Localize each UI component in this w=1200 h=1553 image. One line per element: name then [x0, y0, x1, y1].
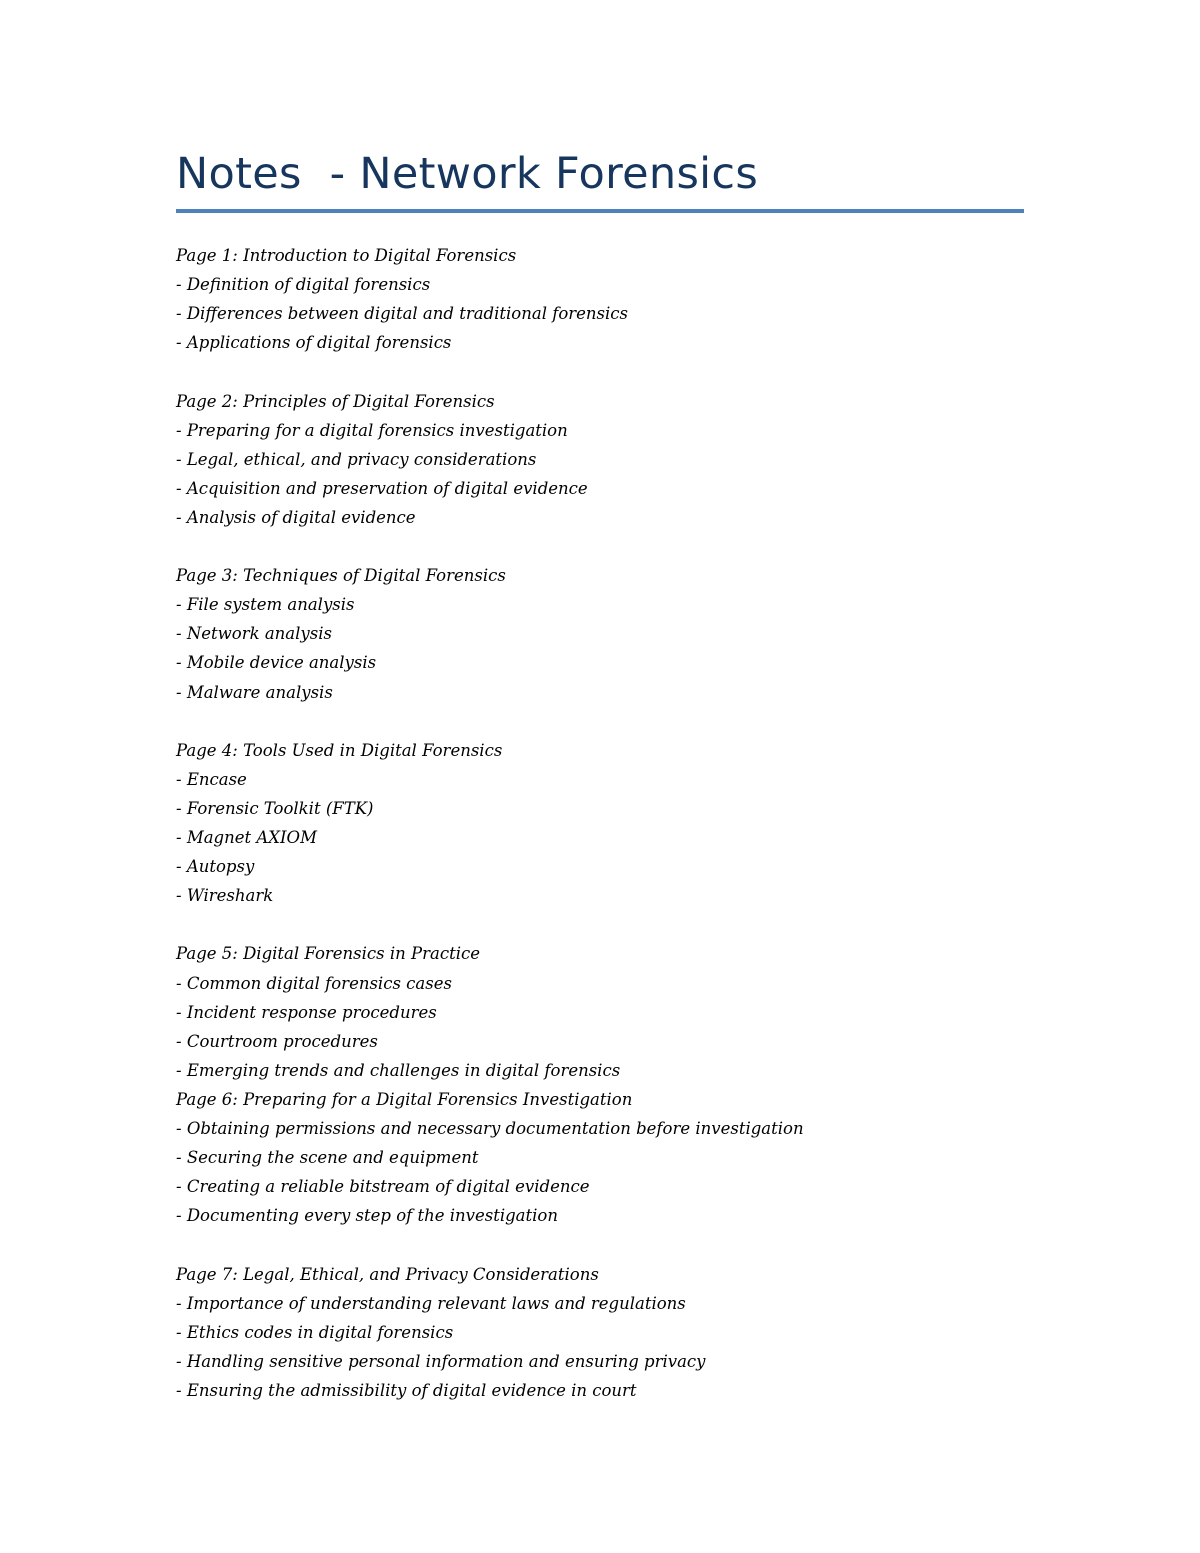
list-item: - Forensic Toolkit (FTK) — [176, 798, 374, 818]
section-heading: Page 4: Tools Used in Digital Forensics — [176, 740, 503, 760]
list-item: - Autopsy — [176, 857, 255, 877]
section-heading: Page 3: Techniques of Digital Forensics — [176, 566, 506, 586]
list-item: - Network analysis — [176, 624, 332, 644]
list-item: - Courtroom procedures — [176, 1031, 378, 1051]
section-heading: Page 1: Introduction to Digital Forensics — [176, 246, 517, 265]
list-item: - Mobile device analysis — [176, 653, 377, 673]
list-item: - Obtaining permissions and necessary documentation before investigation — [176, 1119, 804, 1138]
list-item: - Ethics codes in digital forensics — [176, 1322, 454, 1342]
list-item: - Incident response procedures — [176, 1002, 437, 1022]
list-item: - File system analysis — [176, 595, 355, 615]
section-heading: Page 5: Digital Forensics in Practice — [176, 944, 480, 964]
list-item: - Handling sensitive personal information and ensuring privacy — [176, 1351, 706, 1371]
list-item: - Magnet AXIOM — [176, 828, 317, 847]
list-item: - Emerging trends and challenges in digital forensics — [176, 1060, 621, 1080]
list-item: - Applications of digital forensics — [176, 333, 452, 353]
list-item: - Acquisition and preservation of digital evidence — [176, 478, 588, 498]
list-item: - Analysis of digital evidence — [176, 507, 416, 527]
list-item: - Encase — [176, 769, 247, 789]
list-item: - Wireshark — [176, 886, 274, 906]
list-item: - Documenting every step of the investigation — [176, 1206, 558, 1226]
list-item: - Definition of digital forensics — [176, 275, 431, 295]
section-heading: Page 7: Legal, Ethical, and Privacy Considerations — [176, 1264, 599, 1284]
list-item: - Preparing for a digital forensics investigation — [176, 420, 568, 440]
list-item: - Importance of understanding relevant laws and regulations — [176, 1293, 686, 1313]
list-item: - Malware analysis — [176, 682, 333, 702]
list-item: - Common digital forensics cases — [176, 973, 452, 993]
document-title: Notes - Network Forensics — [176, 149, 759, 199]
list-item: - Securing the scene and equipment — [176, 1148, 479, 1168]
section-heading: Page 2: Principles of Digital Forensics — [176, 391, 495, 411]
list-item: - Differences between digital and traditional forensics — [176, 304, 628, 324]
title-underline — [176, 209, 1024, 213]
list-item: - Legal, ethical, and privacy considerations — [176, 449, 537, 469]
list-item: - Ensuring the admissibility of digital evidence in court — [176, 1380, 637, 1400]
list-item: - Creating a reliable bitstream of digital evidence — [176, 1177, 590, 1197]
section-heading: Page 6: Preparing for a Digital Forensics Investigation — [176, 1089, 633, 1109]
